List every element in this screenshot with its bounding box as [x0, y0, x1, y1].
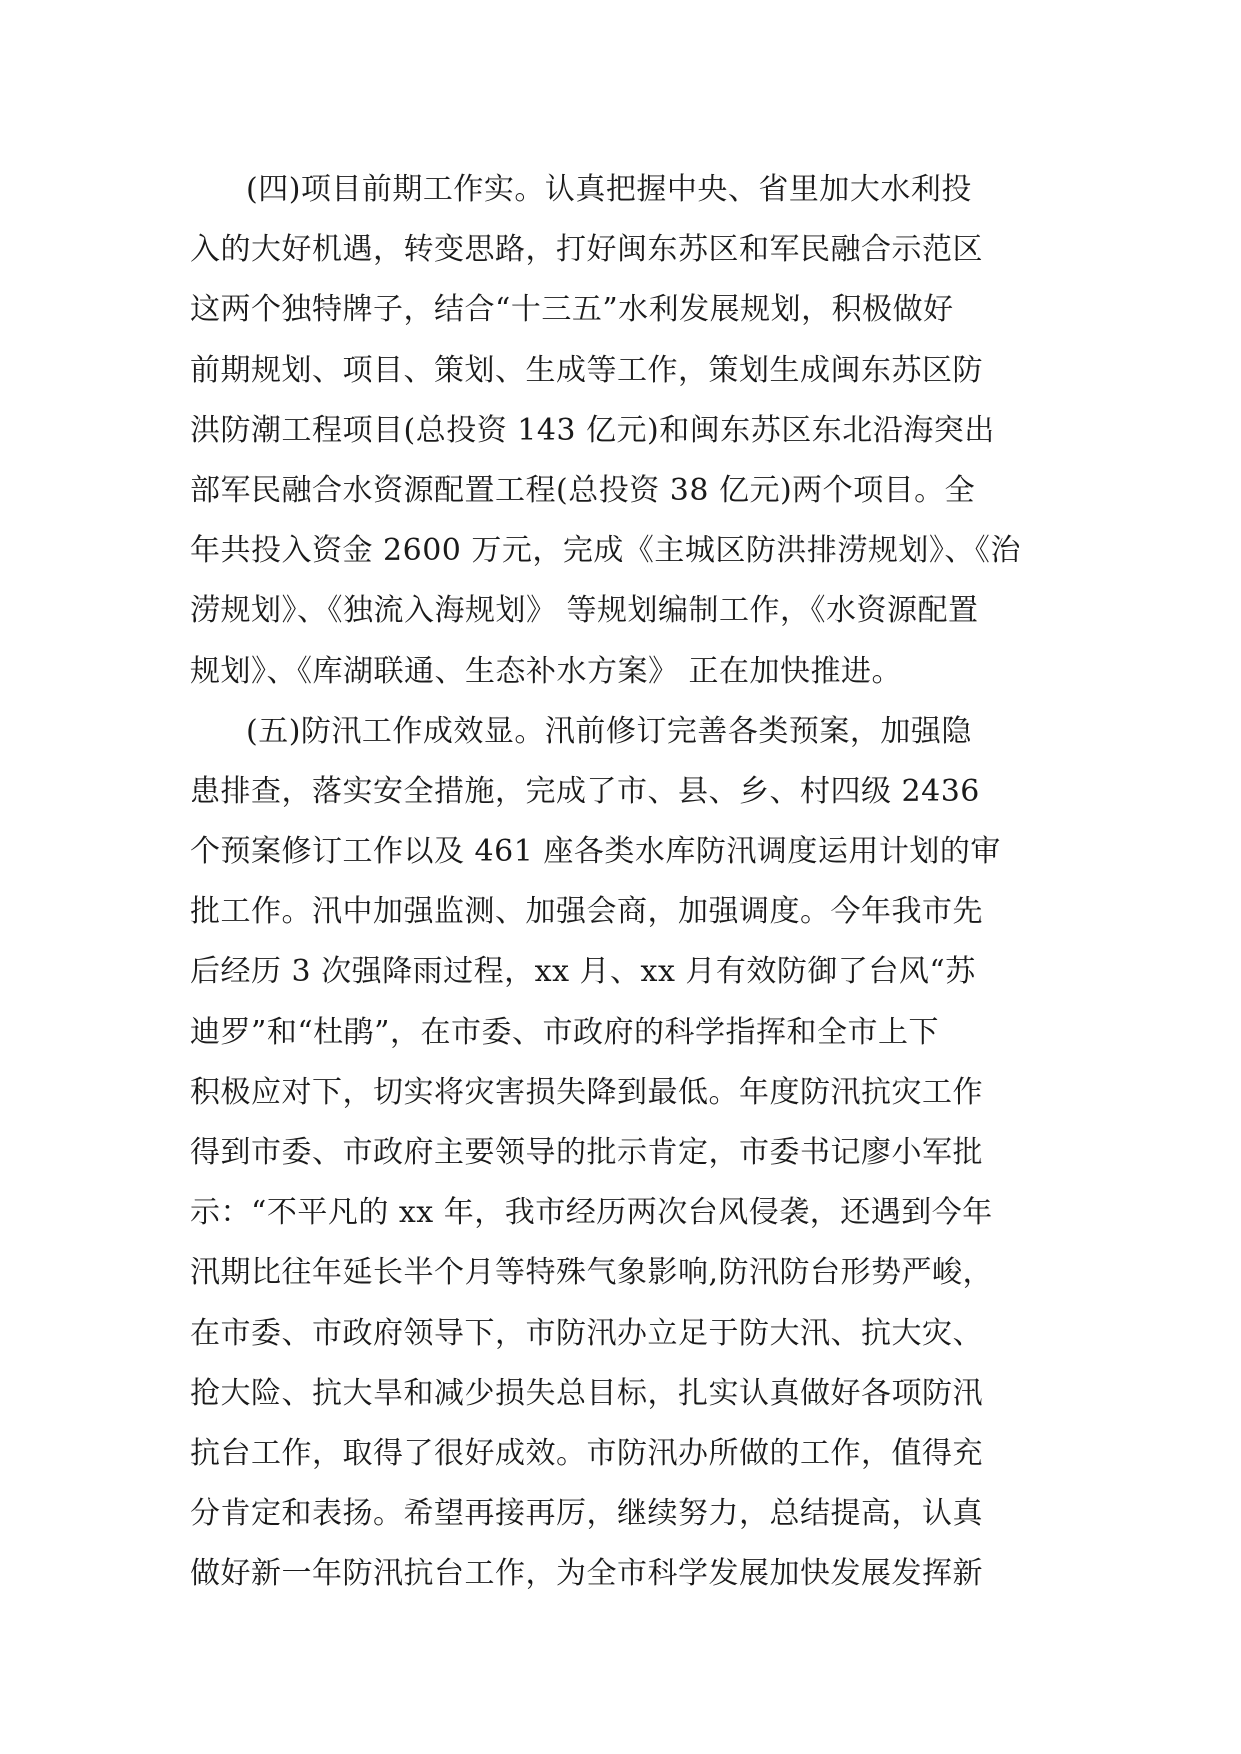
- text-line: 洪防潮工程项目(总投资 143 亿元)和闽东苏区东北沿海突出: [190, 412, 995, 448]
- text-line: 抗台工作，取得了很好成效。市防汛办所做的工作，值得充: [190, 1435, 983, 1471]
- text-line: (四)项目前期工作实。认真把握中央、省里加大水利投: [246, 172, 972, 207]
- text-line: 前期规划、项目、策划、生成等工作，策划生成闽东苏区防: [190, 352, 983, 388]
- text-line: 部军民融合水资源配置工程(总投资 38 亿元)两个项目。全: [190, 472, 976, 508]
- text-line: 患排查，落实安全措施，完成了市、县、乡、村四级 2436: [190, 773, 980, 809]
- paragraph-project-preparation: [190, 160, 1060, 702]
- text-line: 后经历 3 次强降雨过程，xx 月、xx 月有效防御了台风“苏: [190, 954, 976, 990]
- text-line: 做好新一年防汛抗台工作，为全市科学发展加快发展发挥新: [190, 1556, 983, 1592]
- text-line: 在市委、市政府领导下，市防汛办立足于防大汛、抗大灾、: [190, 1315, 983, 1351]
- text-line: 批工作。汛中加强监测、加强会商，加强调度。今年我市先: [190, 894, 983, 930]
- document-body: [190, 160, 1060, 1605]
- text-line: 年共投入资金 2600 万元，完成《主城区防洪排涝规划》、《治: [190, 533, 1021, 569]
- text-line: 涝规划》、《独流入海规划》 等规划编制工作，《水资源配置: [190, 593, 979, 629]
- text-line: (五)防汛工作成效显。汛前修订完善各类预案，加强隐: [246, 713, 972, 749]
- text-line: 抢大险、抗大旱和减少损失总目标，扎实认真做好各项防汛: [190, 1375, 983, 1411]
- text-line: 迪罗”和“杜鹃”，在市委、市政府的科学指挥和全市上下: [190, 1014, 940, 1050]
- text-line: 汛期比往年延长半个月等特殊气象影响,防汛防台形势严峻，: [190, 1255, 994, 1291]
- text-line: 示：“不平凡的 xx 年，我市经历两次台风侵袭，还遇到今年: [190, 1195, 993, 1231]
- text-line: 入的大好机遇，转变思路，打好闽东苏区和军民融合示范区: [190, 232, 983, 268]
- text-line: 个预案修订工作以及 461 座各类水库防汛调度运用计划的审: [190, 834, 1001, 870]
- text-line: 得到市委、市政府主要领导的批示肯定，市委书记廖小军批: [190, 1135, 983, 1170]
- text-line: 积极应对下，切实将灾害损失降到最低。年度防汛抗灾工作: [190, 1074, 983, 1110]
- text-line: 规划》、《库湖联通、生态补水方案》 正在加快推进。: [190, 653, 903, 689]
- paragraph-flood-control: [190, 702, 1060, 1605]
- text-line: 这两个独特牌子，结合“十三五”水利发展规划，积极做好: [190, 292, 954, 328]
- text-line: 分肯定和表扬。希望再接再厉，继续努力，总结提高，认真: [190, 1496, 983, 1532]
